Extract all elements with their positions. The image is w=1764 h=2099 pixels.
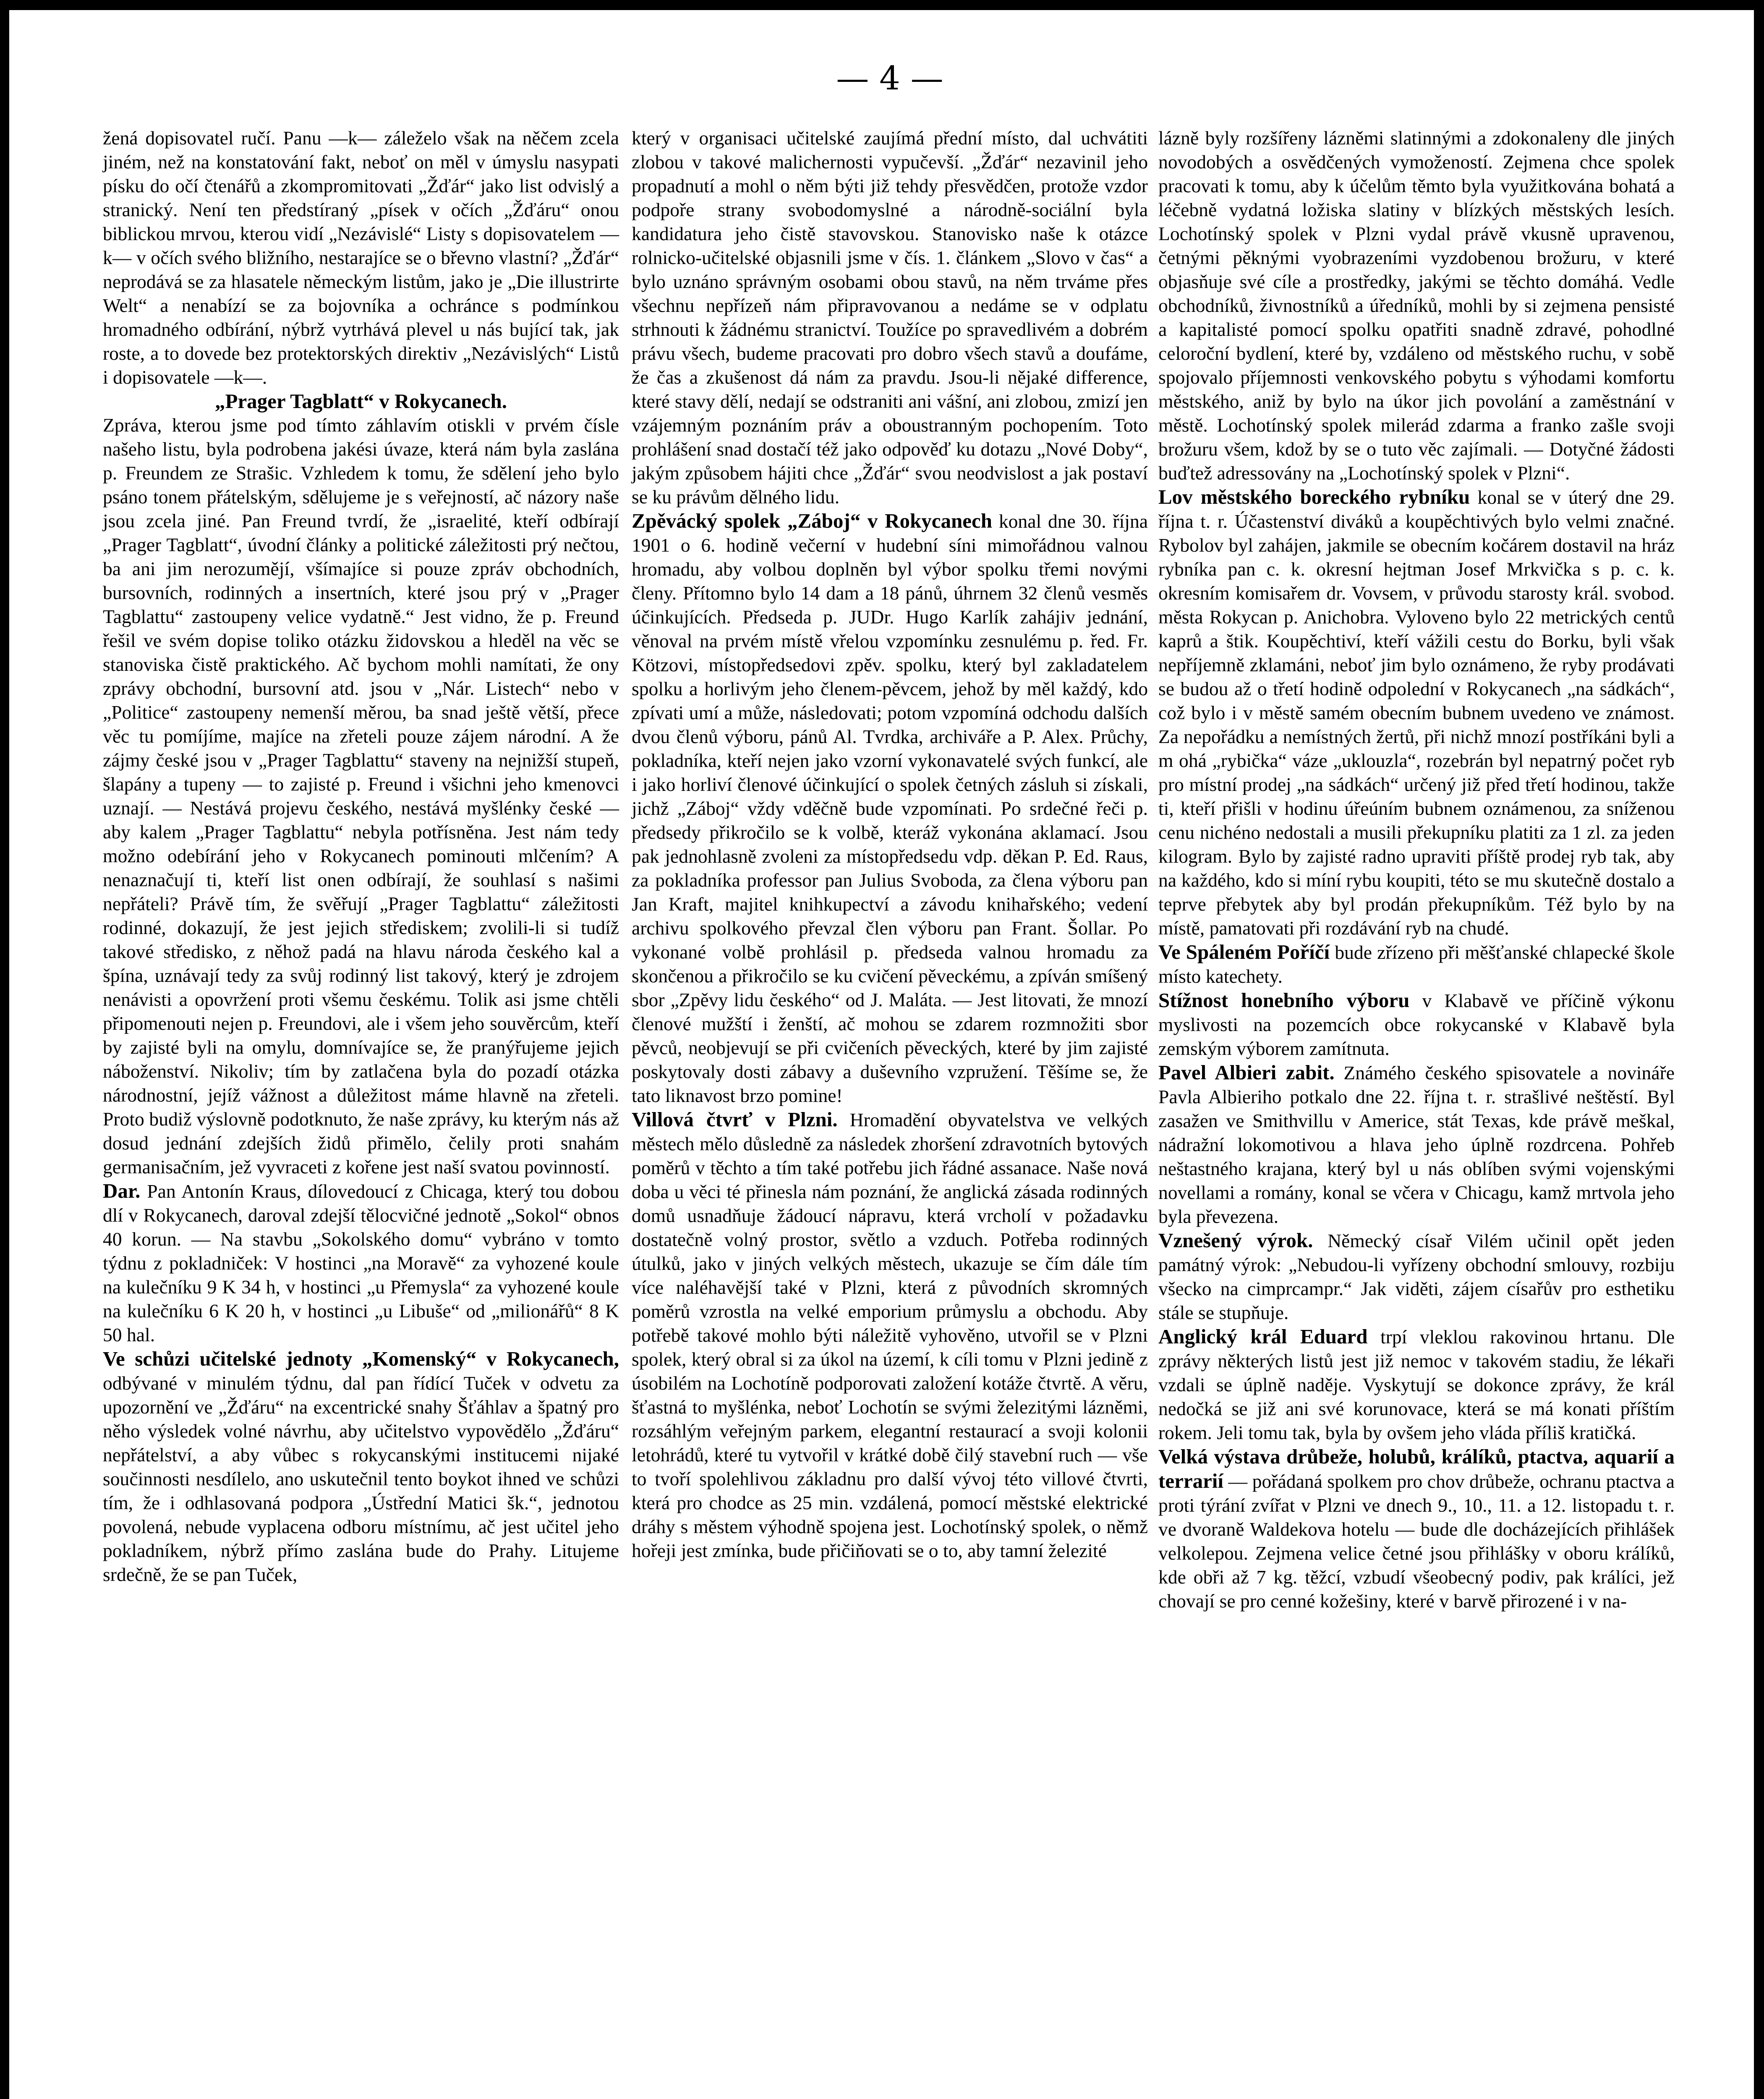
article-text: Známého českého spisovatele a novináře Pavla Albieriho potkalo dne 22. října t. r. strašlivé neštěstí. Byl zasažen ve Smithvillu v Americe, stát Texas, kde právě meškal, nádražní lokomotivou a hlava jeho úplně rozdrcena. Pohřeb neštastného krajana, který byl u nás oblíben svými vojenskými novellami a romány, konal se včera v Chicagu, kamž mrtvola jeho byla převezena. (1158, 1062, 1675, 1227)
scan-border-top (0, 0, 1764, 10)
scan-border-right (1754, 0, 1764, 2099)
column-2 (632, 126, 1148, 1562)
article-text: který v organisaci učitelské zaujímá přední místo, dal uchvátiti zlobou v takové malichernosti vypučevší. „Žďár“ nezavinil jeho propadnutí a mohl o něm býti již tehdy přesvědčen, protože vzdor podpoře strany svobodomyslné a národně-sociální byla kandidatura jeho čistě stavovskou. Stanovisko naše k otázce rolnicko-učitelské objasnili jsme v čís. 1. článkem „Slovo v čas“ a bylo uznáno správným osobami obou stavů, na něm trváme přes všechnu nepřízeň nám připravovanou a nedáme se v odplatu strhnouti k žádnému stranictví. Toužíce po spravedlivém a dobrém právu všech, budeme pracovati pro dobro všech stavů a doufáme, že čas a zkušenost dá nám za pravdu. Jsou-li nějaké difference, které stavy dělí, nedají se odstraniti ani vášní, ani zlobou, zmizí jen vzájemným poznáním práv a oboustranným pochopením. Toto prohlášení snad dostačí též jako odpověď ku dotazu „Nové Doby“, jakým způsobem hájiti chce „Žďár“ svou neodvislost a jak postaví se ku právům dělného lidu. (632, 127, 1148, 508)
article-paragraph (103, 1347, 619, 1586)
article-text: Pan Antonín Kraus, dílovedoucí z Chicaga, který tou dobou dlí v Rokycanech, daroval zdejší tělocvičné jednotě „Sokol“ obnos 40 korun. — Na stavbu „Sokolského domu“ vybráno v tomto týdnu z pokladniček: V hostinci „na Moravě“ za vyhozené koule na kulečníku 9 K 34 h, v hostinci „u Přemysla“ za vyhozené koule na kulečníku 6 K 20 h, v hostinci „u Libuše“ od „milionářů“ 8 K 50 hal. (103, 1180, 619, 1345)
article-heading: Velká výstava drůbeže, holubů, králíků, ptactva, aquarií a terrarií (1158, 1445, 1675, 1492)
article-text: trpí vleklou rakovinou hrtanu. Dle zprávy některých listů jest již nemoc v takovém stadiu, že lékaři vzdali se úplně naděje. Vyskytují se dokonce zprávy, že král nedočká se již ani své korunovace, která se má konati příštím rokem. Jeli tomu tak, byla by ovšem jeho vláda příliš kratičká. (1158, 1326, 1675, 1443)
article-heading: Stížnost honebního výboru (1158, 989, 1410, 1012)
scan-border-left (0, 0, 9, 2099)
article-paragraph (1158, 940, 1675, 988)
article-text: Hromadění obyvatelstva ve velkých městech mělo důsledně za následek zhoršení zdravotních bytových poměrů v těchto a tím také potřebu jich řádné assanace. Naše nová doba u věci té přinesla nám poznání, že anglická zásada rodinných domů usnadňuje žádoucí nápravu, která vrcholí v požadavku dostatečně volný prostor, světlo a vzduch. Potřeba rodinných útulků, jako v jiných velkých městech, ukazuje se čím dále tím více naléhavější také v Plzni, která z původních skromných poměrů vzrostla na velké emporium průmyslu a obchodu. Aby potřebě takové mohlo býti náležitě vyhověno, utvořil se v Plzni spolek, který obral si za úkol na území, k cíli tomu v Plzni jedině z úsobilém na Lochotíně podporovati založení kotáže čtvrtě. A věru, šťastná to myšlénka, neboť Lochotín se svými železitými lázněmi, rozsáhlým veřejným parkem, elegantní restaurací a svoji kolonii letohrádů, které tu vytvořil v krátké době čilý stavební ruch — vše to tvoří spolehlivou základnu pro další vývoj této villové čtvrti, která pro chodce as 25 min. vzdálená, pomocí městské elektrické dráhy s městem výhodně spojena jest. Lochotínský spolek, o němž hořeji jest zmínka, bude přičiňovati se o to, aby tamní železité (632, 1109, 1148, 1561)
article-text: bude zřízeno při měšťanské chlapecké škole místo katechety. (1158, 942, 1675, 987)
article-heading: Lov městského boreckého rybníku (1158, 485, 1470, 508)
article-paragraph (103, 126, 619, 389)
article-text: konal se v úterý dne 29. října t. r. Účastenství diváků a koupěchtivých bylo velmi značné. Rybolov byl zahájen, jakmile se obecním kočárem dostavil na hráz rybníka pan c. k. okresní hejtman Josef Mrkvička s p. c. k. okresním komisařem dr. Vovsem, v průvodu starosty král. svobod. města Rokycan p. Anichobra. Vyloveno bylo 22 metrických centů kaprů a štik. Koupěchtiví, kteří vážili cestu do Borku, byli však nepříjemně zklamáni, neboť jim bylo oznámeno, že ryby prodávati se budou až o třetí hodině odpolední v Rokycanech „na sádkách“, což bylo i v městě samém obecním bubnem uvedeno ve známost. Za nepořádku a nemístných žertů, při nichž mnozí postříkáni byli a m ohá „rybička“ váze „uklouzla“, rozebrán byl nepatrný počet ryb pro místní prodej „na sádkách“ určený již před třetí hodinou, takže ti, kteří přišli v hodinu úřeúním bubnem oznámenou, za sníženou cenu nichéno nedostali a musili překupníku platiti za 1 zl. za jeden kilogram. Bylo by zajisté radno upraviti příště prodej ryb tak, aby na každého, kdo si míní rybu koupiti, této se mu skutečně dostalo a teprve přebytek aby byl prodán překupníkům. Též bylo by na místě, pamatovati při rozdávání ryb na chudé. (1158, 487, 1675, 939)
article-paragraph (1158, 126, 1675, 485)
article-paragraph (1158, 1445, 1675, 1613)
article-paragraph (1158, 1324, 1675, 1445)
article-heading: Vznešený výrok. (1158, 1229, 1313, 1252)
article-paragraph (1158, 485, 1675, 940)
article-text: Zpráva, kterou jsme pod tímto záhlavím otiskli v prvém čísle našeho listu, byla podrobena jakési úvaze, která nám byla zaslána p. Freundem ze Strašic. Vzhledem k tomu, že sdělení jeho bylo psáno tonem přátelským, sdělujeme je s veřejností, ač názory naše jsou zcela jiné. Pan Freund tvrdí, že „israelité, kteří odbírají „Prager Tagblatt“, úvodní články a politické záležitosti prý nečtou, ba ani jim nerozumějí, všímajíce si pouze zpráv obchodních, bursovních, rodinných a insertních, které jsou prý v „Prager Tagblattu“ zastoupeny velice vydatně.“ Jest vidno, že p. Freund řešil ve svém dopise toliko otázku židovskou a hleděl na věc se stanoviska čistě praktického. Ač bychom mohli namítati, že ony zprávy obchodní, bursovní atd. jsou v „Nár. Listech“ nebo v „Politice“ zastoupeny nemenší měrou, ba snad ještě větší, přece věc tu pomíjíme, majíce na zřeteli pouze zájem národní. A že zájmy české jsou v „Prager Tagblattu“ staveny na nejnižší stupeň, šlapány a tupeny — to zajisté p. Freund i všichni jeho kmenovci uznají. — Nestává projevu českého, nestává myšlénky české — aby kalem „Prager Tagblattu“ nebyla potřísněna. Jest nám tedy možno odebírání jeho v Rokycanech pominouti mlčením? A nenaznačují ti, kteří list onen odbírají, že souhlasí s našimi nepřáteli? Právě tím, že svěřují „Prager Tagblattu“ záležitosti rodinné, dokazují, že jest jejich střediskem; zvolili-li si tudíž takové středisko, z něhož padá na hlavu národa českého kal a špína, uznávají tedy za svůj rodinný list takový, který je zdrojem nenávisti a opovržení proti všemu českému. Tolik asi jsme chtěli připomenouti nejen p. Freundovi, ale i všem jeho souvěrcům, kteří by zajisté byli na omylu, domnívajíce se, že pranýřujeme jejich náboženství. Nikoliv; tím by zatlačena byla do pozadí otázka národnostní, jejíž vážnost a důležitost máme hlavně na zřeteli. Proto budiž výslovně podotknuto, že naše zprávy, ku kterým nás až dosud jednání zdejších židů přimělo, čelily proti snahám germanisačním, jež vyvraceti z kořene jest naší svatou povinností. (103, 414, 619, 1178)
article-heading: Pavel Albieri zabit. (1158, 1061, 1335, 1084)
article-text: žená dopisovatel ručí. Panu —k— záleželo však na něčem zcela jiném, než na konstatování fakt, neboť on měl v úmyslu nasypati písku do očí čtenářů a zkompromitovati „Žďár“ jako list odvislý a stranický. Není ten předstíraný „písek v očích „Žďáru“ onou biblickou mrvou, kterou vidí „Nezávislé“ Listy s dopisovatelem —k— v očích svého bližního, nestarajíce se o břevno vlastní? „Žďár“ neprodává se za hlasatele německým listům, jako je „Die illustrirte Welt“ a nenabízí se za bojovníka a ochránce s podmínkou hromadného odbírání, nýbrž vytrhává plevel u nás bující tak, jak roste, a to dovede bez protektorských direktiv „Nezávislých“ Listů i dopisovatele —k—. (103, 127, 619, 388)
article-text: lázně byly rozšířeny lázněmi slatinnými a zdokonaleny dle jiných novodobých a osvědčených vymožeností. Zejmena chce spolek pracovati k tomu, aby k účelům těmto byla využitkována bohatá a léčebně vydatná ložiska slatiny v blízkých městských lesích. Lochotínský spolek v Plzni vydal právě vkusně upravenou, četnými pěknými vyobrazeními vyzdobenou brožuru, v které objasňuje své cíle a prostředky, jakými se těchto domáhá. Vedle obchodníků, živnostníků a úředníků, mohli by si zejmena pensisté a kapitalisté pomocí spolku opatřiti snadně zdravé, pohodlné celoroční bydlení, které by, vzdáleno od městského ruchu, v sobě spojovalo příjemnosti venkovského pobytu s výhodami komfortu městského, aniž by bylo na úkor jich povolání a zaměstnání v městě. Lochotínský spolek milerád zdarma a franko zašle svoji brožuru všem, kdož by se o tuto věc zajímali. — Dotyčné žádosti buďtež adressovány na „Lochotínský spolek v Plzni“. (1158, 127, 1675, 484)
article-heading: Ve Spáleném Poříčí (1158, 940, 1330, 963)
column-1 (103, 126, 619, 1586)
article-heading: Ve schůzi učitelské jednoty „Komenský“ v Rokycanech, (103, 1347, 619, 1370)
article-text: v Klabavě ve příčině výkonu myslivosti na pozemcích obce rokycanské v Klabavě byla zemským výborem zamítnuta. (1158, 990, 1675, 1059)
column-3 (1158, 126, 1675, 1613)
article-heading: Zpěvácký spolek „Záboj“ v Rokycanech (632, 509, 992, 532)
article-text: — pořádaná spolkem pro chov drůbeže, ochranu ptactva a proti týrání zvířat v Plzni ve dnech 9., 10., 11. a 12. listopadu t. r. ve dvoraně Waldekova hotelu — bude dle docházejících přihlášek velkolepou. Zejmena velice četné jsou přihlášky v oboru králíků, kde obři až 7 kg. těžcí, vzbudí všeobecný podiv, pak králíci, jež chovají se pro cenné kožešiny, které v barvě přirozené i v na- (1158, 1471, 1675, 1612)
article-text: odbývané v minulém týdnu, dal pan řídící Tuček v odvetu za upozornění ve „Žďáru“ na excentrické snahy Šťáhlav a špatný pro něho výsledek volné návrhu, aby učitelstvo vypovědělo „Žďáru“ nepřátelství, a aby vůbec s rokycanskými institucemi nijaké součinnosti nesdílelo, ano uskutečnil tento boykot ihned ve schůzi tím, že i odhlasovaná podpora „Ústřední Matici šk.“, jednotou povolená, nebude vyplacena odboru místnímu, ač jest učitel jeho pokladníkem, nýbrž přímo zaslána bude do Prahy. Litujeme srdečně, že se pan Tuček, (103, 1372, 619, 1585)
article-paragraph (632, 126, 1148, 509)
article-paragraph (1158, 1228, 1675, 1324)
article-paragraph (1158, 988, 1675, 1060)
article-heading: „Prager Tagblatt“ v Rokycanech. (215, 390, 507, 413)
article-paragraph (1158, 1060, 1675, 1228)
article-paragraph (103, 413, 619, 1179)
article-paragraph (103, 1179, 619, 1347)
article-heading: Villová čtvrť v Plzni. (632, 1108, 838, 1131)
article-text: Německý císař Vilém učinil opět jeden památný výrok: „Nebudou-li vyřízeny obchodní smlouvy, rozbiju všecko na cimprcampr.“ Jak viděti, zájem císařův pro esthetiku stále se stupňuje. (1158, 1230, 1675, 1323)
article-paragraph (632, 509, 1148, 1107)
article-heading: Dar. (103, 1179, 141, 1202)
page-number: — 4 — (836, 60, 943, 97)
article-text: konal dne 30. října 1901 o 6. hodině večerní v hudební síni mimořádnou valnou hromadu, aby volbou doplněn byl výbor spolku třemi novými členy. Přítomno bylo 14 dam a 18 pánů, úhrnem 32 členů vesměs účinkujících. Předseda p. JUDr. Hugo Karlík zahájiv jednání, věnoval na prvém místě vřelou vzpomínku zesnulému p. řed. Fr. Kötzovi, místopředsedovi zpěv. spolku, který byl zakladatelem spolku a horlivým jeho členem-pěvcem, jehož by měl každý, kdo zpívati umí a může, následovati; potom vzpomíná odchodu dalších dvou členů výboru, pánů Al. Tvrdka, archiváře a P. Alex. Průchy, pokladníka, kteří nejen jako vzorní vykonavatelé svých funkcí, ale i jako horliví členové účinkující o spolek četných zásluh si získali, jichž „Záboj“ vždy vděčně bude vzpomínati. Po srdečné řeči p. předsedy přikročilo se k volbě, kteráž vykonána aklamací. Jsou pak jednohlasně zvoleni za místopředsedu vdp. děkan P. Ed. Raus, za pokladníka professor pan Julius Svoboda, za člena výboru pan Jan Kraft, majitel knihkupectví a závodu knihařského; vedení archivu spolkového převzal člen výboru pan Frant. Šollar. Po vykonané volbě prohlásil p. předseda valnou hromadu za skončenou a přikročilo se ku cvičení pěveckému, a zpíván smíšený sbor „Zpěvy lidu českého“ od J. Maláta. — Jest litovati, že mnozí členové mužští i ženští, ač mohou se zdarem rozmnožiti sbor pěvců, neobjevují se při cvičeních pěveckých, které by jim zajisté poskytovaly dosti zábavy a duševního vzpružení. Těšíme se, že tato liknavost brzo pomine! (632, 510, 1148, 1106)
article-heading: Anglický král Eduard (1158, 1325, 1368, 1348)
article-paragraph (632, 1107, 1148, 1562)
